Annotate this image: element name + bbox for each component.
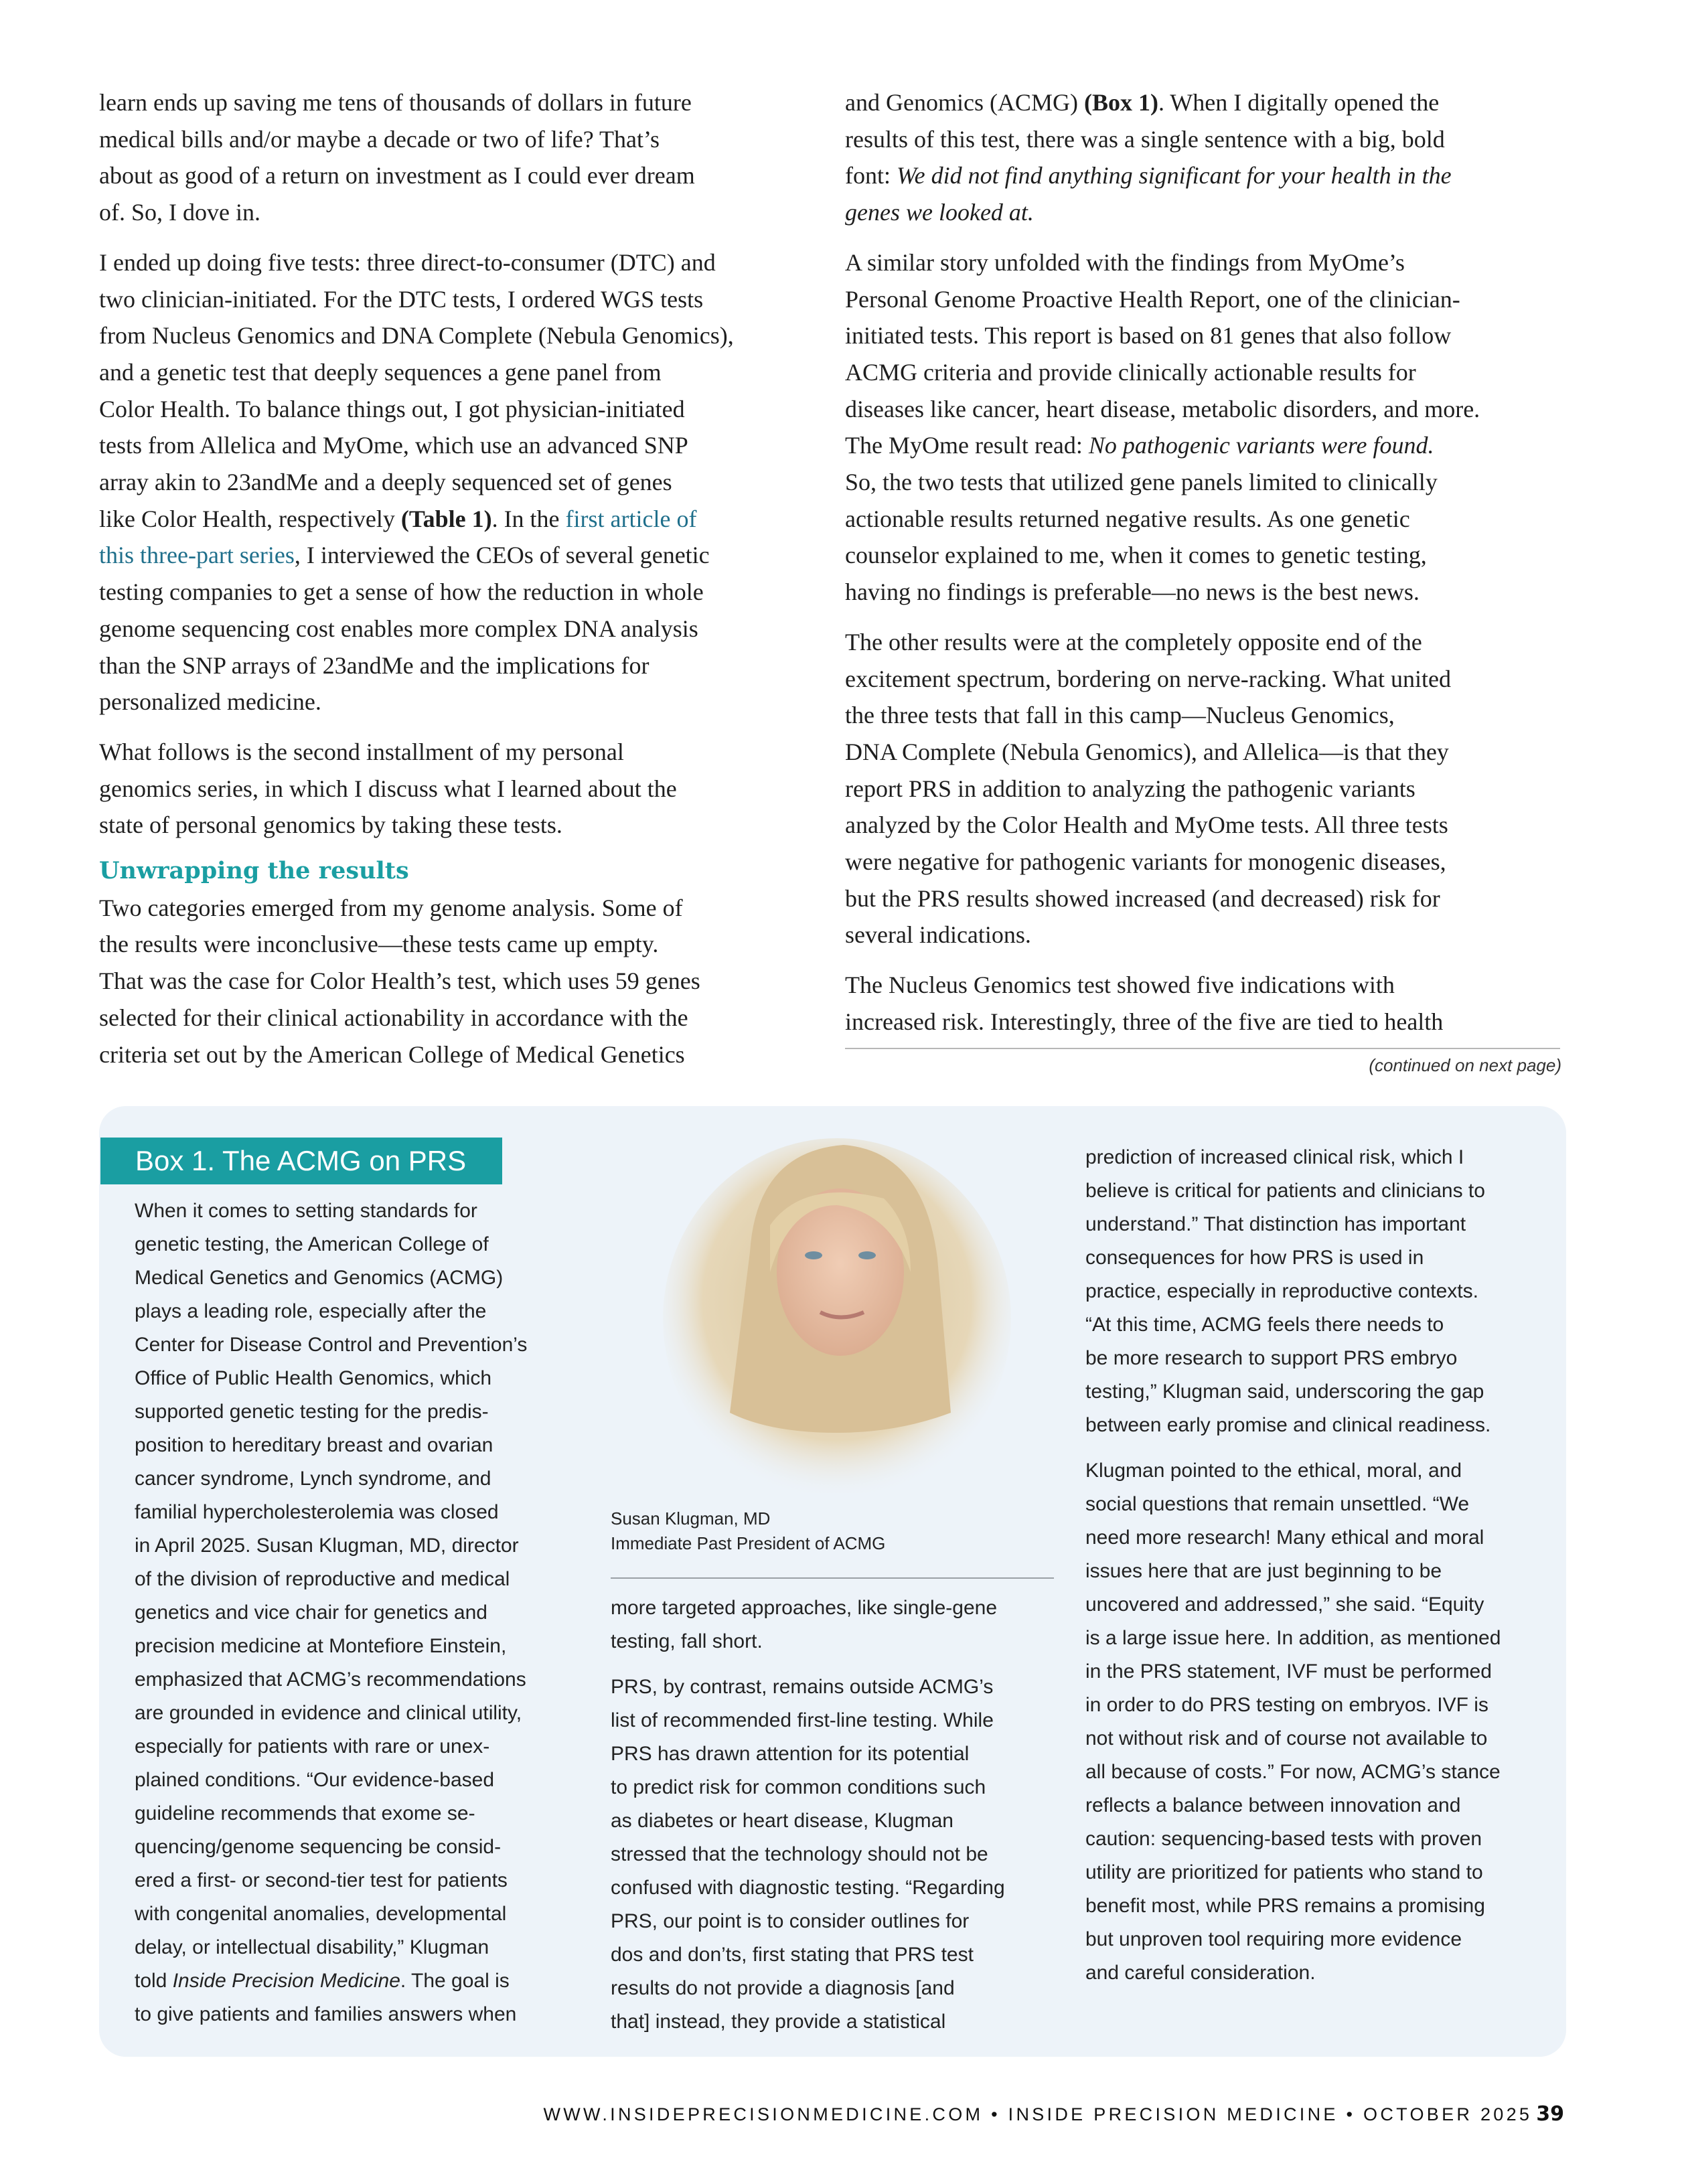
text-line	[611, 1704, 1066, 1737]
text-segment: tests from Allelica and MyOme, which use an advanced SNP	[99, 432, 688, 459]
text-segment: We did not find anything significant for your health in the	[897, 162, 1452, 189]
caption-name: Susan Klugman, MD	[611, 1508, 771, 1529]
text-segment: The other results were at the completely opposite end of the	[845, 628, 1422, 655]
caption-role: Immediate Past President of ACMG	[611, 1533, 886, 1553]
text-segment: not without risk and of course not available to	[1085, 1727, 1488, 1749]
text-segment: results of this test, there was a single sentence with a big, bold	[845, 125, 1445, 153]
text-segment: supported genetic testing for the predis-	[135, 1401, 489, 1423]
paragraph	[99, 734, 822, 844]
text-line	[135, 1697, 590, 1730]
text-line	[845, 157, 1568, 194]
text-segment: state of personal genomics by taking these tests.	[99, 811, 562, 839]
text-line	[845, 574, 1568, 611]
text-segment: initiated tests. This report is based on 81 genes that also follow	[845, 322, 1452, 349]
text-line	[1085, 1889, 1554, 1923]
text-line	[135, 1529, 590, 1563]
text-line	[99, 427, 822, 464]
text-segment: testing companies to get a sense of how the reduction in whole	[99, 578, 704, 606]
paragraph	[845, 84, 1568, 231]
text-line	[611, 1737, 1066, 1771]
right-column	[845, 84, 1568, 1040]
text-segment: . When I digitally opened the	[1158, 89, 1440, 116]
text-segment: What follows is the second installment of my personal	[99, 738, 624, 765]
text-line	[135, 1730, 590, 1764]
text-segment: Color Health. To balance things out, I got physician-initiated	[99, 395, 685, 422]
box-col3-text	[1085, 1141, 1554, 1990]
text-line	[135, 1261, 590, 1295]
text-line	[611, 1905, 1066, 1938]
text-line	[1085, 1208, 1554, 1241]
text-line	[99, 647, 822, 684]
text-segment: That was the case for Color Health’s test, which uses 59 genes	[99, 967, 700, 995]
page-number: 39	[1536, 2102, 1564, 2126]
portrait-photo	[603, 1118, 1065, 1493]
text-segment: than the SNP arrays of 23andMe and the implications for	[99, 651, 649, 679]
text-segment: quencing/genome sequencing be consid-	[135, 1836, 502, 1858]
text-line	[135, 1998, 590, 2031]
text-segment: testing,” Klugman said, underscoring the gap	[1085, 1381, 1484, 1403]
text-segment: from Nucleus Genomics and DNA Complete (Nebula Genomics),	[99, 322, 734, 349]
text-segment: having no findings is preferable—no news is the best news.	[845, 578, 1420, 606]
text-line	[845, 194, 1568, 231]
text-line	[1085, 1689, 1554, 1722]
text-line	[99, 807, 822, 844]
text-line	[99, 354, 822, 391]
text-segment: as diabetes or heart disease, Klugman	[611, 1810, 953, 1832]
text-line	[99, 574, 822, 611]
text-line	[135, 1295, 590, 1328]
text-segment: genomics series, in which I discuss what I learned about the	[99, 775, 677, 802]
text-line	[845, 427, 1568, 464]
text-line	[845, 537, 1568, 574]
text-segment: of. So, I dove in.	[99, 199, 260, 226]
text-line	[1085, 1375, 1554, 1409]
text-line	[1085, 1141, 1554, 1174]
text-line	[99, 157, 822, 194]
text-line	[99, 963, 822, 1000]
text-line	[845, 354, 1568, 391]
text-segment: , I interviewed the CEOs of several genetic	[294, 542, 710, 569]
text-line	[99, 734, 822, 771]
text-line	[1085, 1789, 1554, 1822]
text-segment: results do not provide a diagnosis [and	[611, 1977, 955, 1999]
text-line	[845, 624, 1568, 661]
text-segment: PRS has drawn attention for its potential	[611, 1743, 970, 1765]
text-segment: practice, especially in reproductive contexts.	[1085, 1280, 1478, 1302]
paragraph	[611, 1591, 1066, 1658]
text-line	[135, 1429, 590, 1462]
text-line	[99, 537, 822, 574]
text-segment: the results were inconclusive—these tests came up empty.	[99, 931, 659, 958]
text-segment: confused with diagnostic testing. “Regarding	[611, 1877, 1005, 1899]
text-segment: ACMG criteria and provide clinically actionable results for	[845, 358, 1416, 386]
text-line	[1085, 1308, 1554, 1342]
text-segment: excitement spectrum, bordering on nerve-racking. What united	[845, 665, 1452, 692]
text-segment: delay, or intellectual disability,” Klugman	[135, 1936, 489, 1958]
text-segment: to predict risk for common conditions such	[611, 1776, 986, 1798]
text-segment: “At this time, ACMG feels there needs to	[1085, 1314, 1444, 1336]
text-line	[611, 1938, 1066, 1972]
text-line	[611, 1804, 1066, 1838]
text-segment: all because of costs.” For now, ACMG’s stance	[1085, 1761, 1501, 1783]
text-segment: like Color Health, respectively	[99, 505, 401, 532]
text-line	[135, 1897, 590, 1931]
text-line	[1085, 1622, 1554, 1655]
text-segment: and careful consideration.	[1085, 1962, 1316, 1984]
caption-rule	[611, 1577, 1054, 1579]
text-segment: genome sequencing cost enables more complex DNA analysis	[99, 615, 698, 642]
paragraph	[845, 244, 1568, 611]
text-segment: reflects a balance between innovation and	[1085, 1794, 1461, 1816]
text-segment: actionable results returned negative results. As one genetic	[845, 505, 1410, 532]
text-line	[1085, 1454, 1554, 1488]
text-line	[99, 121, 822, 158]
text-line	[845, 807, 1568, 844]
text-segment: (Table 1)	[400, 505, 492, 532]
text-segment: criteria set out by the American College of Medical Genetics	[99, 1040, 685, 1068]
text-segment: The Nucleus Genomics test showed five indications with	[845, 971, 1395, 999]
text-line	[845, 121, 1568, 158]
text-line	[845, 464, 1568, 501]
text-segment: stressed that the technology should not be	[611, 1843, 988, 1865]
text-line	[135, 1362, 590, 1395]
text-segment: social questions that remain unsettled. “We	[1085, 1493, 1470, 1515]
text-line	[611, 1625, 1066, 1658]
text-line	[135, 1663, 590, 1697]
text-line	[135, 1596, 590, 1630]
text-line	[845, 391, 1568, 428]
text-line	[1085, 1923, 1554, 1956]
text-segment: list of recommended first-line testing. While	[611, 1709, 994, 1731]
text-line	[1085, 1174, 1554, 1208]
text-line	[845, 84, 1568, 121]
text-segment: consequences for how PRS is used in	[1085, 1247, 1424, 1269]
paragraph	[99, 244, 822, 720]
text-line	[1085, 1241, 1554, 1275]
text-line	[99, 684, 822, 720]
left-column	[99, 84, 822, 1073]
text-line	[99, 317, 822, 354]
text-segment: emphasized that ACMG’s recommendations	[135, 1668, 526, 1691]
text-segment: uncovered and addressed,” she said. “Equity	[1085, 1593, 1484, 1616]
text-segment: report PRS in addition to analyzing the pathogenic variants	[845, 775, 1416, 802]
text-line	[845, 661, 1568, 698]
text-line	[135, 1228, 590, 1261]
text-segment: told	[135, 1970, 173, 1992]
text-line	[611, 1972, 1066, 2005]
paragraph	[135, 1194, 590, 2031]
text-segment: Inside Precision Medicine	[172, 1970, 400, 1992]
text-line	[135, 1830, 590, 1864]
paragraph	[99, 84, 822, 231]
text-segment: . In the	[491, 505, 566, 532]
text-segment: (Box 1)	[1083, 89, 1158, 116]
text-line	[845, 844, 1568, 880]
text-line	[135, 1194, 590, 1228]
text-line	[845, 734, 1568, 771]
text-segment: plained conditions. “Our evidence-based	[135, 1769, 494, 1791]
text-segment: No pathogenic variants were found.	[1088, 432, 1434, 459]
text-segment: medical bills and/or maybe a decade or two of life? That’s	[99, 125, 660, 153]
text-segment: A similar story unfolded with the findings from MyOme’s	[845, 248, 1405, 276]
text-segment: guideline recommends that exome se-	[135, 1802, 475, 1824]
text-segment: array akin to 23andMe and a deeply sequenced set of genes	[99, 469, 672, 496]
continued-note: (continued on next page)	[1369, 1055, 1561, 1075]
text-line	[99, 1036, 822, 1073]
text-line	[135, 1462, 590, 1496]
text-segment: position to hereditary breast and ovarian	[135, 1434, 493, 1456]
text-segment: benefit most, while PRS remains a promising	[1085, 1895, 1485, 1917]
text-segment: utility are prioritized for patients who stand to	[1085, 1861, 1483, 1883]
text-segment: in April 2025. Susan Klugman, MD, director	[135, 1535, 519, 1557]
text-line	[99, 611, 822, 647]
text-segment: to give patients and families answers when	[135, 2003, 517, 2025]
text-line	[1085, 1956, 1554, 1990]
paragraph	[1085, 1141, 1554, 1442]
text-segment: learn ends up saving me tens of thousands of dollars in future	[99, 89, 692, 116]
text-segment: Center for Disease Control and Prevention’s	[135, 1334, 528, 1356]
box-col2-text	[611, 1591, 1066, 2039]
right-paragraphs	[845, 84, 1568, 1040]
text-line	[135, 1395, 590, 1429]
text-segment: with congenital anomalies, developmental	[135, 1903, 507, 1925]
text-line	[845, 967, 1568, 1004]
paragraph	[1085, 1454, 1554, 1990]
text-segment: . The goal is	[400, 1970, 510, 1992]
text-segment: are grounded in evidence and clinical utility,	[135, 1702, 522, 1724]
text-segment: dos and don’ts, first stating that PRS test	[611, 1944, 974, 1966]
text-segment: need more research! Many ethical and moral	[1085, 1527, 1484, 1549]
text-segment: increased risk. Interestingly, three of the five are tied to health	[845, 1008, 1444, 1035]
box-column-3	[1085, 1141, 1554, 1990]
text-line	[845, 771, 1568, 807]
text-segment: in the PRS statement, IVF must be performed	[1085, 1660, 1492, 1683]
text-line	[135, 1496, 590, 1529]
text-segment: testing, fall short.	[611, 1630, 763, 1652]
text-segment: were negative for pathogenic variants for monogenic diseases,	[845, 848, 1446, 876]
text-segment: diseases like cancer, heart disease, metabolic disorders, and more.	[845, 395, 1480, 422]
text-segment: but unproven tool requiring more evidence	[1085, 1928, 1462, 1950]
text-segment: believe is critical for patients and clinicians to	[1085, 1180, 1485, 1202]
text-line	[1085, 1342, 1554, 1375]
paragraph	[845, 624, 1568, 953]
text-segment: but the PRS results showed increased (and decreased) risk for	[845, 884, 1440, 912]
text-line	[1085, 1722, 1554, 1756]
text-line	[1085, 1521, 1554, 1555]
article-link[interactable]: this three-part series	[99, 542, 295, 569]
text-segment: Klugman pointed to the ethical, moral, and	[1085, 1460, 1462, 1482]
text-line	[135, 1328, 590, 1362]
article-link[interactable]: first article of	[565, 505, 697, 532]
footer-text: WWW.INSIDEPRECISIONMEDICINE.COM • INSIDE PRECISION MEDICINE • OCTOBER 2025	[543, 2104, 1533, 2124]
text-line	[845, 281, 1568, 318]
text-segment: several indications.	[845, 921, 1031, 949]
text-segment: of the division of reproductive and medical	[135, 1568, 510, 1590]
text-segment: and Genomics (ACMG)	[845, 89, 1084, 116]
text-segment: analyzed by the Color Health and MyOme tests. All three tests	[845, 811, 1448, 839]
text-line	[99, 1000, 822, 1036]
section-heading: Unwrapping the results	[99, 857, 409, 885]
text-line	[1085, 1856, 1554, 1889]
text-segment: be more research to support PRS embryo	[1085, 1347, 1458, 1369]
box-column-2	[611, 1591, 1066, 2039]
text-line	[1085, 1275, 1554, 1308]
text-line	[135, 1964, 590, 1998]
text-segment: When it comes to setting standards for	[135, 1200, 477, 1222]
text-line	[845, 317, 1568, 354]
text-segment: in order to do PRS testing on embryos. IVF is	[1085, 1694, 1488, 1716]
text-line	[1085, 1588, 1554, 1622]
text-line	[845, 880, 1568, 917]
text-segment: between early promise and clinical readiness.	[1085, 1414, 1491, 1436]
text-line	[99, 244, 822, 281]
text-line	[845, 244, 1568, 281]
text-segment: precision medicine at Montefiore Einstein,	[135, 1635, 507, 1657]
text-segment: especially for patients with rare or unex-	[135, 1735, 490, 1758]
text-line	[135, 1864, 590, 1897]
text-line	[99, 926, 822, 963]
text-segment: Personal Genome Proactive Health Report, one of the clinician-	[845, 285, 1460, 313]
text-line	[135, 1797, 590, 1830]
box-col1-text	[135, 1194, 590, 2031]
text-segment: about as good of a return on investment as I could ever dream	[99, 162, 695, 189]
text-line	[845, 917, 1568, 953]
paragraph	[99, 890, 822, 1073]
text-line	[1085, 1409, 1554, 1442]
text-line	[611, 1838, 1066, 1871]
text-line	[845, 697, 1568, 734]
text-line	[135, 1630, 590, 1663]
text-segment: understand.” That distinction has important	[1085, 1213, 1466, 1235]
photo-caption	[611, 1506, 885, 1556]
text-segment: the three tests that fall in this camp—Nucleus Genomics,	[845, 702, 1395, 729]
text-segment: Medical Genetics and Genomics (ACMG)	[135, 1267, 504, 1289]
text-line	[1085, 1756, 1554, 1789]
text-line	[1085, 1555, 1554, 1588]
text-line	[99, 194, 822, 231]
text-segment: issues here that are just beginning to be	[1085, 1560, 1442, 1582]
text-line	[845, 1004, 1568, 1040]
text-segment: cancer syndrome, Lynch syndrome, and	[135, 1468, 491, 1490]
text-segment: counselor explained to me, when it comes to genetic testing,	[845, 542, 1427, 569]
text-line	[611, 1591, 1066, 1625]
text-line	[135, 1563, 590, 1596]
text-segment: DNA Complete (Nebula Genomics), and Allelica—is that they	[845, 738, 1449, 765]
left-paragraphs-b	[99, 890, 822, 1073]
text-segment: prediction of increased clinical risk, which I	[1085, 1146, 1464, 1168]
text-segment: more targeted approaches, like single-gene	[611, 1597, 998, 1619]
text-segment: PRS, by contrast, remains outside ACMG’s	[611, 1676, 994, 1698]
text-line	[1085, 1822, 1554, 1856]
text-segment: So, the two tests that utilized gene panels limited to clinically	[845, 469, 1438, 496]
text-line	[845, 501, 1568, 538]
text-segment: The MyOme result read:	[845, 432, 1089, 459]
text-segment: genetic testing, the American College of	[135, 1233, 489, 1255]
text-segment: plays a leading role, especially after the	[135, 1300, 487, 1322]
text-line	[99, 890, 822, 927]
text-segment: genes we looked at.	[845, 199, 1034, 226]
text-segment: Two categories emerged from my genome analysis. Some of	[99, 894, 683, 921]
text-segment: that] instead, they provide a statistical	[611, 2011, 946, 2033]
text-line	[1085, 1488, 1554, 1521]
text-segment: is a large issue here. In addition, as mentioned	[1085, 1627, 1501, 1649]
text-segment: font:	[845, 162, 897, 189]
paragraph	[611, 1670, 1066, 2039]
text-line	[611, 2005, 1066, 2039]
text-line	[611, 1771, 1066, 1804]
text-segment: and a genetic test that deeply sequences a gene panel from	[99, 358, 662, 386]
text-segment: personalized medicine.	[99, 688, 321, 716]
left-paragraphs-a	[99, 84, 822, 844]
text-line	[1085, 1655, 1554, 1689]
text-line	[99, 501, 822, 538]
text-segment: Office of Public Health Genomics, which	[135, 1367, 492, 1389]
paragraph	[845, 967, 1568, 1040]
text-segment: selected for their clinical actionability in accordance with the	[99, 1004, 688, 1031]
text-segment: two clinician-initiated. For the DTC tests, I ordered WGS tests	[99, 285, 704, 313]
text-line	[135, 1764, 590, 1797]
box-title: Box 1. The ACMG on PRS	[100, 1138, 502, 1184]
text-segment: genetics and vice chair for genetics and	[135, 1602, 487, 1624]
text-line	[99, 84, 822, 121]
text-line	[611, 1670, 1066, 1704]
text-segment: I ended up doing five tests: three direct-to-consumer (DTC) and	[99, 248, 716, 276]
column-divider	[845, 1048, 1560, 1049]
text-line	[99, 771, 822, 807]
text-segment: PRS, our point is to consider outlines for	[611, 1910, 970, 1932]
text-line	[99, 281, 822, 318]
text-line	[99, 464, 822, 501]
text-line	[135, 1931, 590, 1964]
text-segment: familial hypercholesterolemia was closed	[135, 1501, 499, 1523]
box-column-1	[135, 1194, 590, 2031]
text-line	[99, 391, 822, 428]
text-line	[611, 1871, 1066, 1905]
text-segment: caution: sequencing-based tests with proven	[1085, 1828, 1482, 1850]
text-segment: ered a first- or second-tier test for patients	[135, 1869, 508, 1891]
page-footer	[543, 2102, 1564, 2126]
